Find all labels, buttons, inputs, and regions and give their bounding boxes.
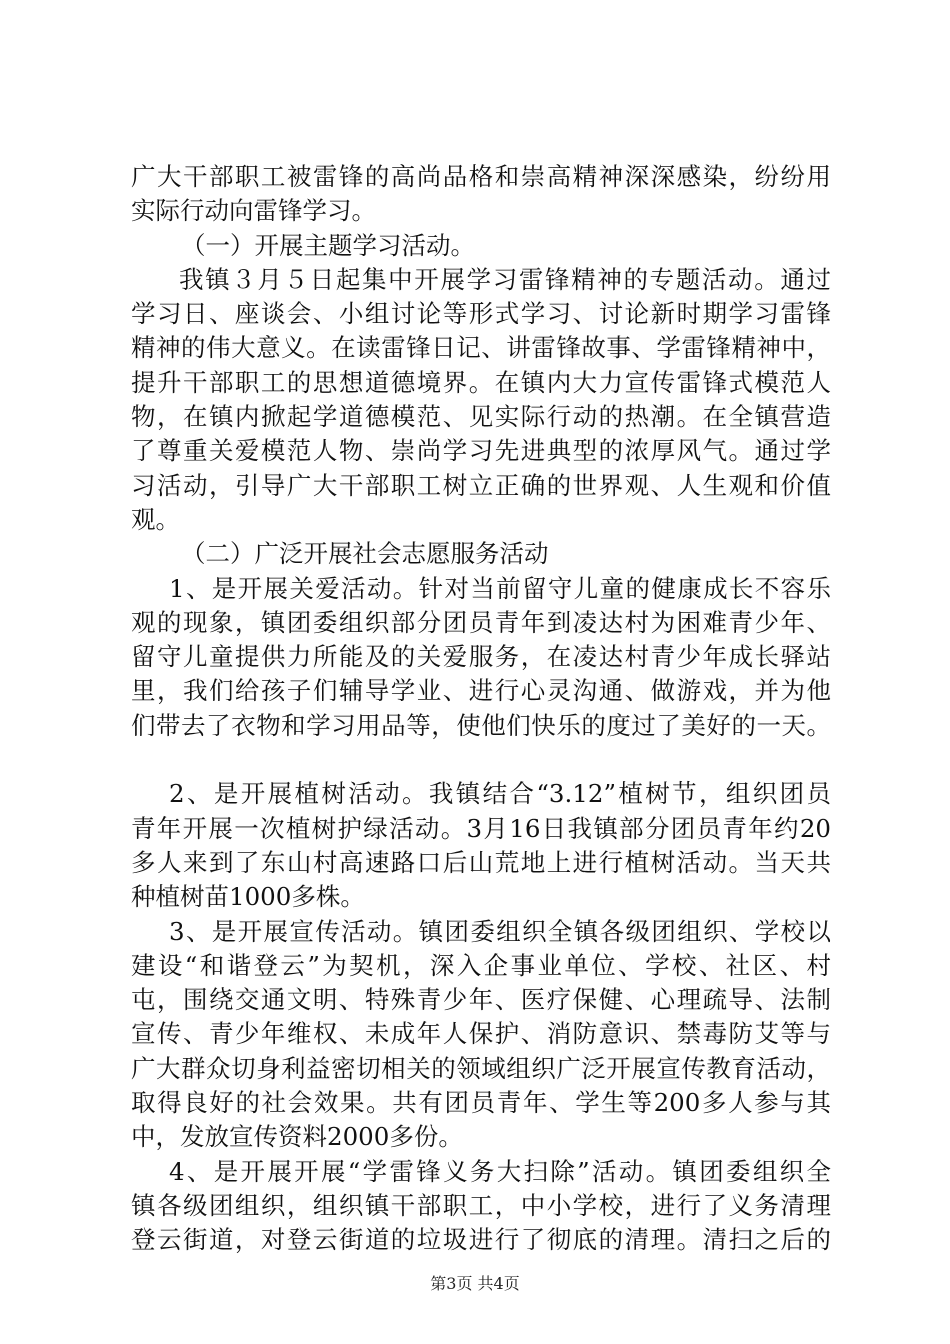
text-line: 1、是开展关爱活动。针对当前留守儿童的健康成长不容乐 [169,573,831,603]
text-line: 观。 [131,504,180,534]
text-line: 留守儿童提供力所能及的关爱服务，在凌达村青少年成长驿站 [131,642,831,672]
text-line: 了尊重关爱模范人物、崇尚学习先进典型的浓厚风气。通过学 [131,436,831,466]
text-line: 提升干部职工的思想道德境界。在镇内大力宣传雷锋式模范人 [131,367,831,397]
text-line: 4、是开展开展“学雷锋义务大扫除”活动。镇团委组织全 [169,1156,831,1186]
text-line: 物，在镇内掀起学道德模范、见实际行动的热潮。在全镇营造 [131,402,831,432]
text-line: 登云街道，对登云街道的垃圾进行了彻底的清理。清扫之后的 [131,1225,831,1255]
text-line: （二）广泛开展社会志愿服务活动 [181,539,549,569]
text-line: 习活动，引导广大干部职工树立正确的世界观、人生观和价值 [131,470,831,500]
text-line: 多人来到了东山村高速路口后山荒地上进行植树活动。当天共 [131,847,831,877]
page-footer: 第3页 共4页 [430,1274,520,1293]
text-line: 2、是开展植树活动。我镇结合“3.12”植树节，组织团员 [169,779,831,809]
text-line [131,743,831,777]
text-line: （一）开展主题学习活动。 [181,230,475,260]
text-line: 中，发放宣传资料2000多份。 [131,1122,463,1152]
text-line: 精神的伟大意义。在读雷锋日记、讲雷锋故事、学雷锋精神中， [131,333,831,363]
text-line: 青年开展一次植树护绿活动。3月16日我镇部分团员青年约20 [131,813,831,843]
text-line: 学习日、座谈会、小组讨论等形式学习、讨论新时期学习雷锋 [131,299,831,329]
text-line: 3、是开展宣传活动。镇团委组织全镇各级团组织、学校以 [169,916,831,946]
text-line: 广大干部职工被雷锋的高尚品格和崇高精神深深感染，纷纷用 [131,162,831,191]
text-line: 镇各级团组织，组织镇干部职工，中小学校，进行了义务清理 [131,1190,831,1220]
text-line: 取得良好的社会效果。共有团员青年、学生等200多人参与其 [131,1088,831,1118]
body-text [131,160,831,1258]
text-line: 屯，围绕交通文明、特殊青少年、医疗保健、心理疏导、法制 [131,985,831,1015]
text-line: 观的现象，镇团委组织部分团员青年到凌达村为困难青少年、 [131,607,831,637]
text-line: 实际行动向雷锋学习。 [131,196,376,226]
text-line: 们带去了衣物和学习用品等，使他们快乐的度过了美好的一天。 [131,710,831,740]
text-line: 种植树苗1000多株。 [131,882,365,912]
text-line: 宣传、青少年维权、未成年人保护、消防意识、禁毒防艾等与 [131,1019,831,1049]
text-line: 广大群众切身利益密切相关的领域组织广泛开展宣传教育活动， [131,1053,831,1083]
text-line: 里，我们给孩子们辅导学业、进行心灵沟通、做游戏，并为他 [131,676,831,706]
text-line: 我镇３月５日起集中开展学习雷锋精神的专题活动。通过 [179,264,831,294]
text-line: 建设“和谐登云”为契机，深入企事业单位、学校、社区、村 [131,950,831,980]
